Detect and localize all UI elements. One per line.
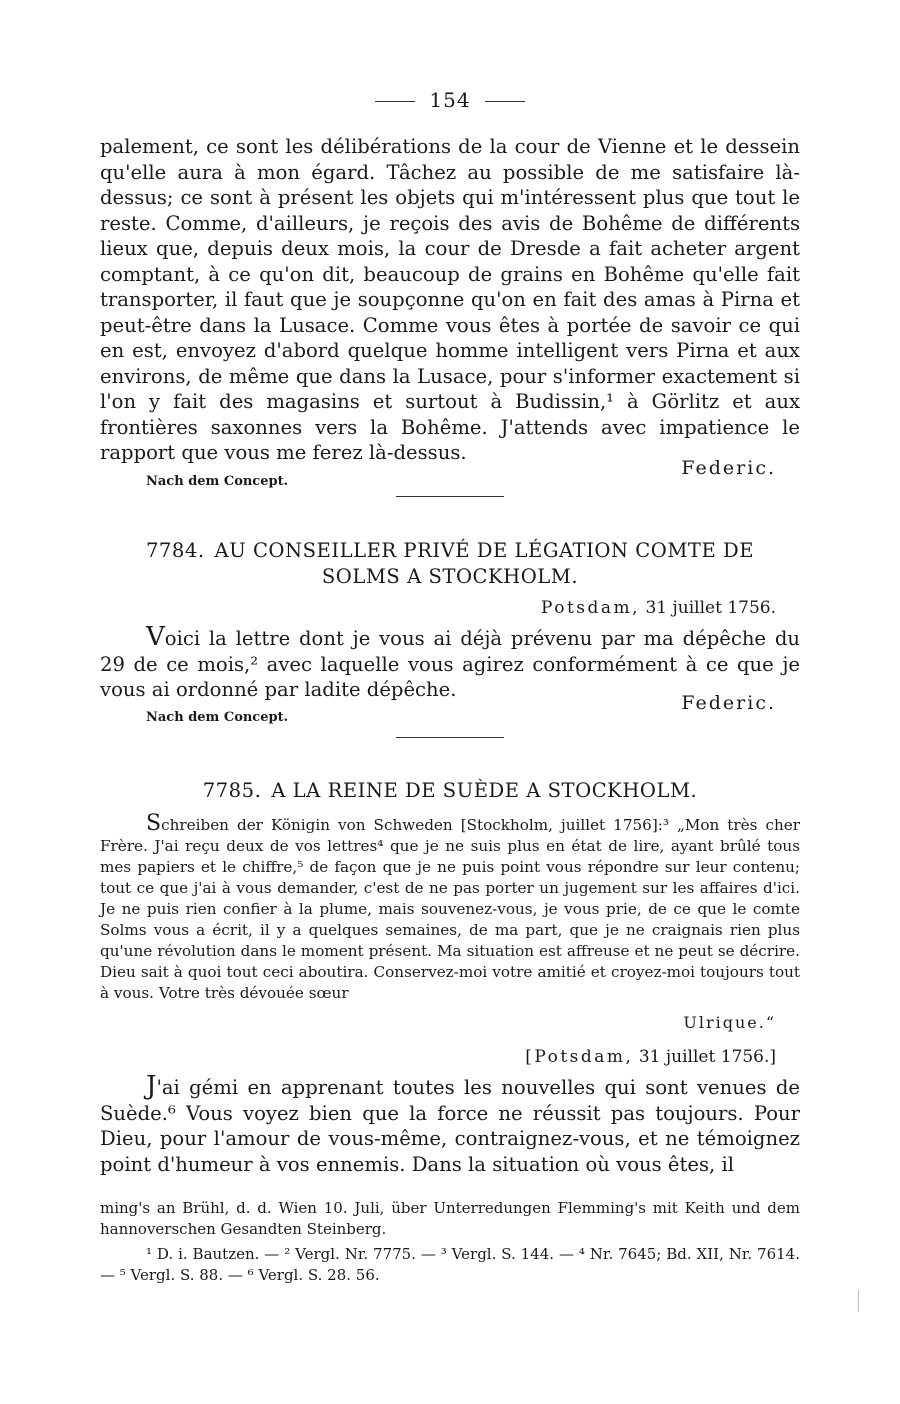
letter-7785-heading-text: A LA REINE DE SUÈDE A STOCKHOLM. [271, 779, 698, 802]
footnote-continued: ming's an Brühl, d. d. Wien 10. Juli, über Unterredungen Flemming's mit Keith und dem hannoverschen Gesandten Steinberg. [100, 1199, 800, 1238]
page-number-dash-right [485, 101, 525, 102]
letter-7785-queen-quote [100, 813, 800, 1004]
letter-7785-dateline [525, 1047, 776, 1067]
source-note-2: Nach dem Concept. [146, 710, 289, 725]
letter-7785-quote-text: chreiben der Königin von Schweden [Stockholm, juillet 1756]:³ „Mon très cher Frère. J'ai reçu deux de vos lettres⁴ que je ne suis plus en état de lire, ayant brûlé tous mes papiers et le chiffre,⁵ de façon que je ne puis point vous répondre sur leur contenu; tout ce que j'ai à vous demander, c'est de ne pas porter un jugement sur les affaires d'ici. Je ne puis rien confier à la plume, mais souvenez-vous, je vous prie, de ce que le comte Solms vous a écrit, il y a quelques semaines, de ma part, que je ne craignais rien plus qu'une révolution dans le moment présent. Ma situation est affreuse et ne peut se décrire. Dieu sait à quoi tout ceci aboutira. Conservez-moi votre amitié et croyez-moi toujours tout à vous. Votre très dévouée sœur [100, 816, 800, 1002]
letter-7784-body-text: oici la lettre dont je vous ai déjà prévenu par ma dépêche du 29 de ce mois,² avec laquelle vous agirez conformément à ce que je vous ai ordonné par ladite dépêche. [100, 627, 800, 701]
letter-7785-date-place: [Potsdam, [525, 1047, 634, 1067]
letter-7784-body [100, 622, 800, 703]
signature-federic-1: Federic. [681, 457, 776, 479]
page-number-dash-left [375, 101, 415, 102]
signature-federic-2: Federic. [681, 692, 776, 714]
page-number-text: 154 [429, 88, 471, 112]
letter-7784-date-place: Potsdam, [540, 598, 641, 618]
letter-7785-number: 7785. [202, 779, 262, 802]
letter-7784-heading-line1: AU CONSEILLER PRIVÉ DE LÉGATION COMTE DE [214, 539, 755, 562]
letter-7784-dropcap: V [146, 622, 165, 652]
section-divider-1 [396, 496, 504, 497]
page-number [100, 88, 800, 112]
letter-7784-number: 7784. [145, 539, 205, 562]
letter-7785-body [100, 1071, 800, 1177]
letter-7784-heading-line2: SOLMS A STOCKHOLM. [321, 565, 579, 588]
letter-7784-date: 31 juillet 1756. [645, 598, 776, 618]
letter-7785-dropcap: J [146, 1071, 157, 1101]
letter-7785-date: 31 juillet 1756.] [638, 1047, 776, 1067]
margin-mark [858, 1290, 859, 1312]
section-divider-2 [396, 737, 504, 738]
letter-7785-heading [100, 778, 800, 804]
letter-7784-heading [100, 538, 800, 590]
letter-7785-body-text: 'ai gémi en apprenant toutes les nouvelles qui sont venues de Suède.⁶ Vous voyez bien que la force ne réussit pas toujours. Pour Dieu, pour l'amour de vous-même, contraignez-vous, et ne témoignez point d'humeur à vos ennemis. Dans la situation où vous êtes, il [100, 1076, 800, 1176]
continuation-paragraph: palement, ce sont les délibérations de la cour de Vienne et le dessein qu'elle aura à mon égard. Tâchez au possible de me satisfaire là-dessus; ce sont à présent les objets qui m'intéressent plus que tout le reste. Comme, d'ailleurs, je reçois des avis de Bohême de différents lieux que, depuis deux mois, la cour de Dresde a fait acheter argent comptant, à ce qu'on dit, beaucoup de grains en Bohême qu'elle fait transporter, il faut que je soupçonne qu'on en fait des amas à Pirna et peut-être dans la Lusace. Comme vous êtes à portée de savoir ce qui en est, envoyez d'abord quelque homme intelligent vers Pirna et aux environs, de même que dans la Lusace, pour s'informer exactement si l'on y fait des magasins et surtout à Budissin,¹ à Görlitz et aux frontières saxonnes vers la Bohême. J'attends avec impatience le rapport que vous me ferez là-dessus. [100, 135, 800, 464]
signature-ulrique: Ulrique.“ [683, 1013, 776, 1032]
footnotes-list: ¹ D. i. Bautzen. — ² Vergl. Nr. 7775. — ³ Vergl. S. 144. — ⁴ Nr. 7645; Bd. XII, Nr. 7614. — ⁵ Vergl. S. 88. — ⁶ Vergl. S. 28. 56. [100, 1245, 800, 1284]
letter-7785-quote-dropcap: S [146, 811, 162, 836]
letter-7784-dateline [541, 598, 776, 618]
source-note-1: Nach dem Concept. [146, 474, 289, 489]
